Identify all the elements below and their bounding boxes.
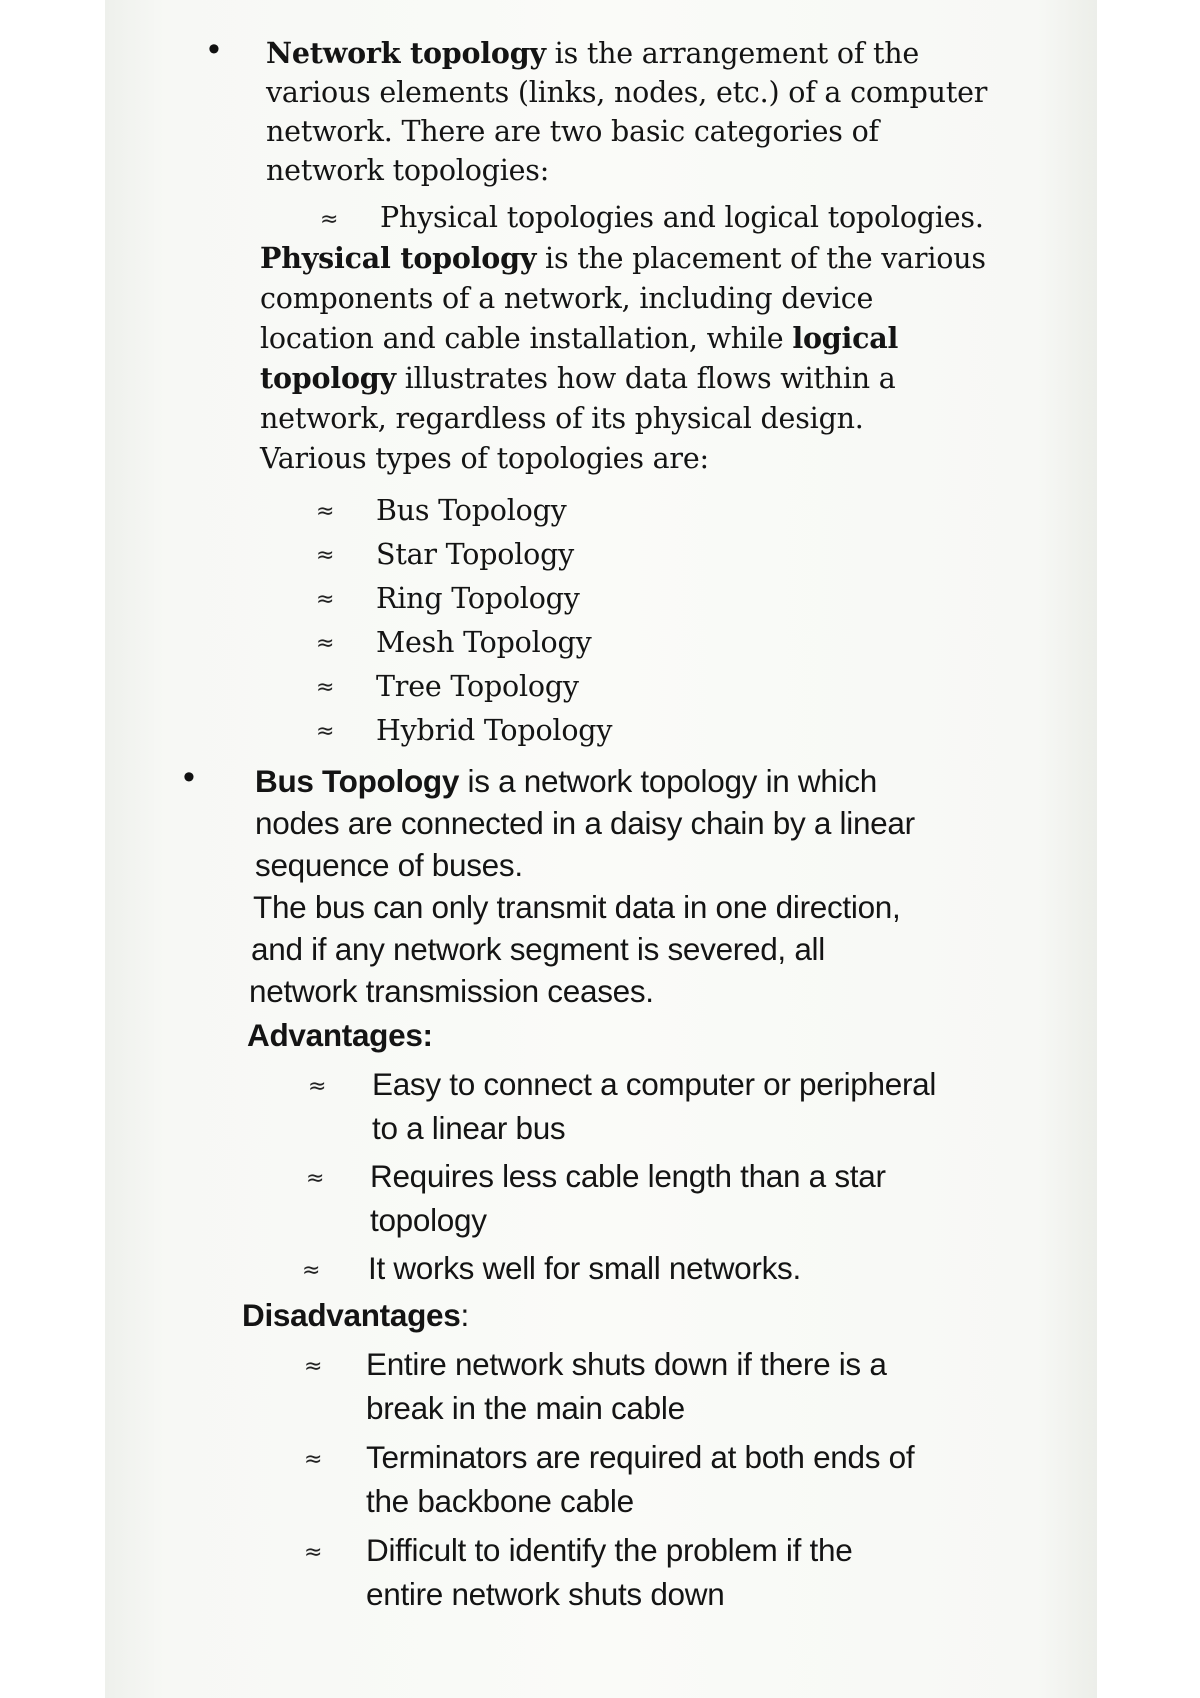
disadvantage-line: the backbone cable: [366, 1483, 634, 1519]
approx-marker: ≈: [320, 207, 339, 232]
bus-topology-term: Bus Topology: [255, 763, 460, 799]
disadvantage-line: Terminators are required at both ends of: [366, 1439, 915, 1475]
approx-marker: ≈: [316, 587, 335, 612]
advantage-line: to a linear bus: [372, 1110, 566, 1146]
bus-line-4: The bus can only transmit data in one direction,: [253, 889, 901, 925]
approx-marker: ≈: [316, 631, 335, 656]
bus-line-2: nodes are connected in a daisy chain by a linear: [255, 805, 915, 841]
approx-marker: ≈: [304, 1354, 323, 1379]
bus-line-3: sequence of buses.: [255, 847, 523, 883]
approx-marker: ≈: [316, 499, 335, 524]
disadvantage-line: entire network shuts down: [366, 1576, 725, 1612]
topology-type-item: Mesh Topology: [376, 626, 592, 659]
topology-type-item: Ring Topology: [376, 582, 580, 615]
advantage-line: Easy to connect a computer or peripheral: [372, 1066, 937, 1102]
approx-marker: ≈: [316, 543, 335, 568]
approx-marker: ≈: [316, 675, 335, 700]
bus-line-5: and if any network segment is severed, all: [251, 931, 825, 967]
physical-topology-term: Physical topology: [260, 241, 537, 275]
topology-type-item: Hybrid Topology: [376, 714, 613, 747]
approx-marker: ≈: [302, 1258, 321, 1283]
bus-line-1: is a network topology in which: [459, 763, 877, 799]
intro-line-3: network. There are two basic categories of: [266, 115, 879, 148]
logical-term-a: logical: [792, 321, 899, 355]
approx-marker: ≈: [316, 719, 335, 744]
advantage-line: Requires less cable length than a star: [370, 1158, 886, 1194]
logical-term-b: topology: [260, 361, 396, 395]
approx-marker: ≈: [304, 1540, 323, 1565]
physical-line-1: is the placement of the various: [536, 242, 986, 275]
physical-line-4: illustrates how data flows within a: [395, 362, 896, 395]
disadvantages-colon: :: [460, 1297, 469, 1333]
physical-line-3: location and cable installation, while: [260, 322, 793, 355]
intro-line-2: various elements (links, nodes, etc.) of a computer: [266, 76, 988, 109]
approx-marker: ≈: [306, 1166, 325, 1191]
physical-line-2: components of a network, including device: [260, 282, 874, 315]
bullet-bus-topology: •: [183, 758, 195, 796]
types-heading: Various types of topologies are:: [260, 442, 709, 475]
disadvantage-line: Entire network shuts down if there is a: [366, 1346, 887, 1382]
advantages-heading: Advantages:: [247, 1017, 433, 1053]
network-topology-term: Network topology: [266, 36, 546, 70]
physical-line-5: network, regardless of its physical design.: [260, 402, 864, 435]
disadvantages-heading: [242, 1294, 469, 1337]
approx-marker: ≈: [304, 1447, 323, 1472]
topology-type-item: Star Topology: [376, 538, 575, 571]
topology-type-item: Bus Topology: [376, 494, 567, 527]
advantage-line: topology: [370, 1202, 487, 1238]
disadvantage-line: Difficult to identify the problem if the: [366, 1532, 853, 1568]
disadvantages-heading-text: Disadvantages: [242, 1297, 461, 1333]
advantage-line: It works well for small networks.: [368, 1250, 801, 1286]
bus-line-6: network transmission ceases.: [249, 973, 654, 1009]
approx-marker: ≈: [308, 1074, 327, 1099]
intro-line-1: is the arrangement of the: [545, 37, 920, 70]
category-item: Physical topologies and logical topologies.: [380, 201, 984, 234]
topology-type-item: Tree Topology: [376, 670, 579, 703]
intro-line-4: network topologies:: [266, 154, 550, 187]
disadvantage-line: break in the main cable: [366, 1390, 685, 1426]
bullet-network-topology: •: [208, 30, 220, 68]
